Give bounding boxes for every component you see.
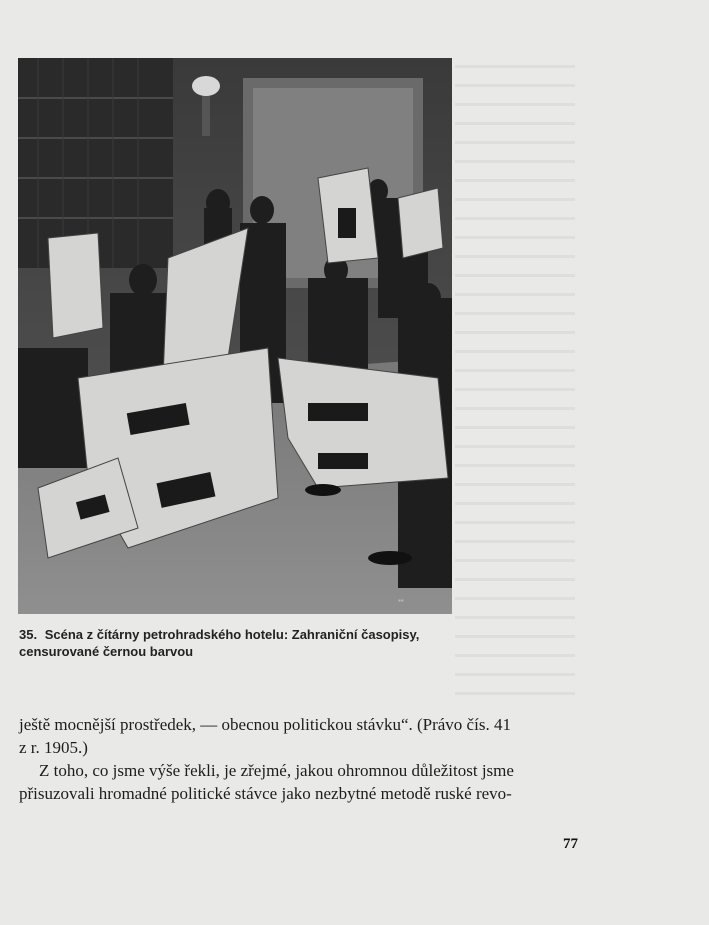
- figure-caption-text: Scéna z čítárny petrohradského hotelu: Zahraniční časopisy, censurované černou barvou: [19, 627, 420, 659]
- reading-room-illustration: [18, 58, 452, 614]
- paragraph-2: [19, 759, 569, 805]
- page-number: 77: [563, 836, 578, 852]
- text-line: ještě mocnější prostředek, — obecnou politickou stávku“. (Právo čís. 41: [19, 715, 511, 734]
- text-line: přisuzovali hromadné politické stávce jako nezbytné metodě ruské revo-: [19, 784, 512, 803]
- text-line: Z toho, co jsme výše řekli, je zřejmé, jakou ohromnou důležitost jsme: [39, 761, 514, 780]
- svg-text:▪▪: ▪▪: [398, 596, 404, 605]
- figure-number: 35.: [19, 627, 38, 642]
- paragraph-1: [19, 713, 569, 759]
- bleed-through-text: [455, 55, 575, 695]
- text-line: z r. 1905.): [19, 738, 88, 757]
- figure-caption: [19, 626, 489, 660]
